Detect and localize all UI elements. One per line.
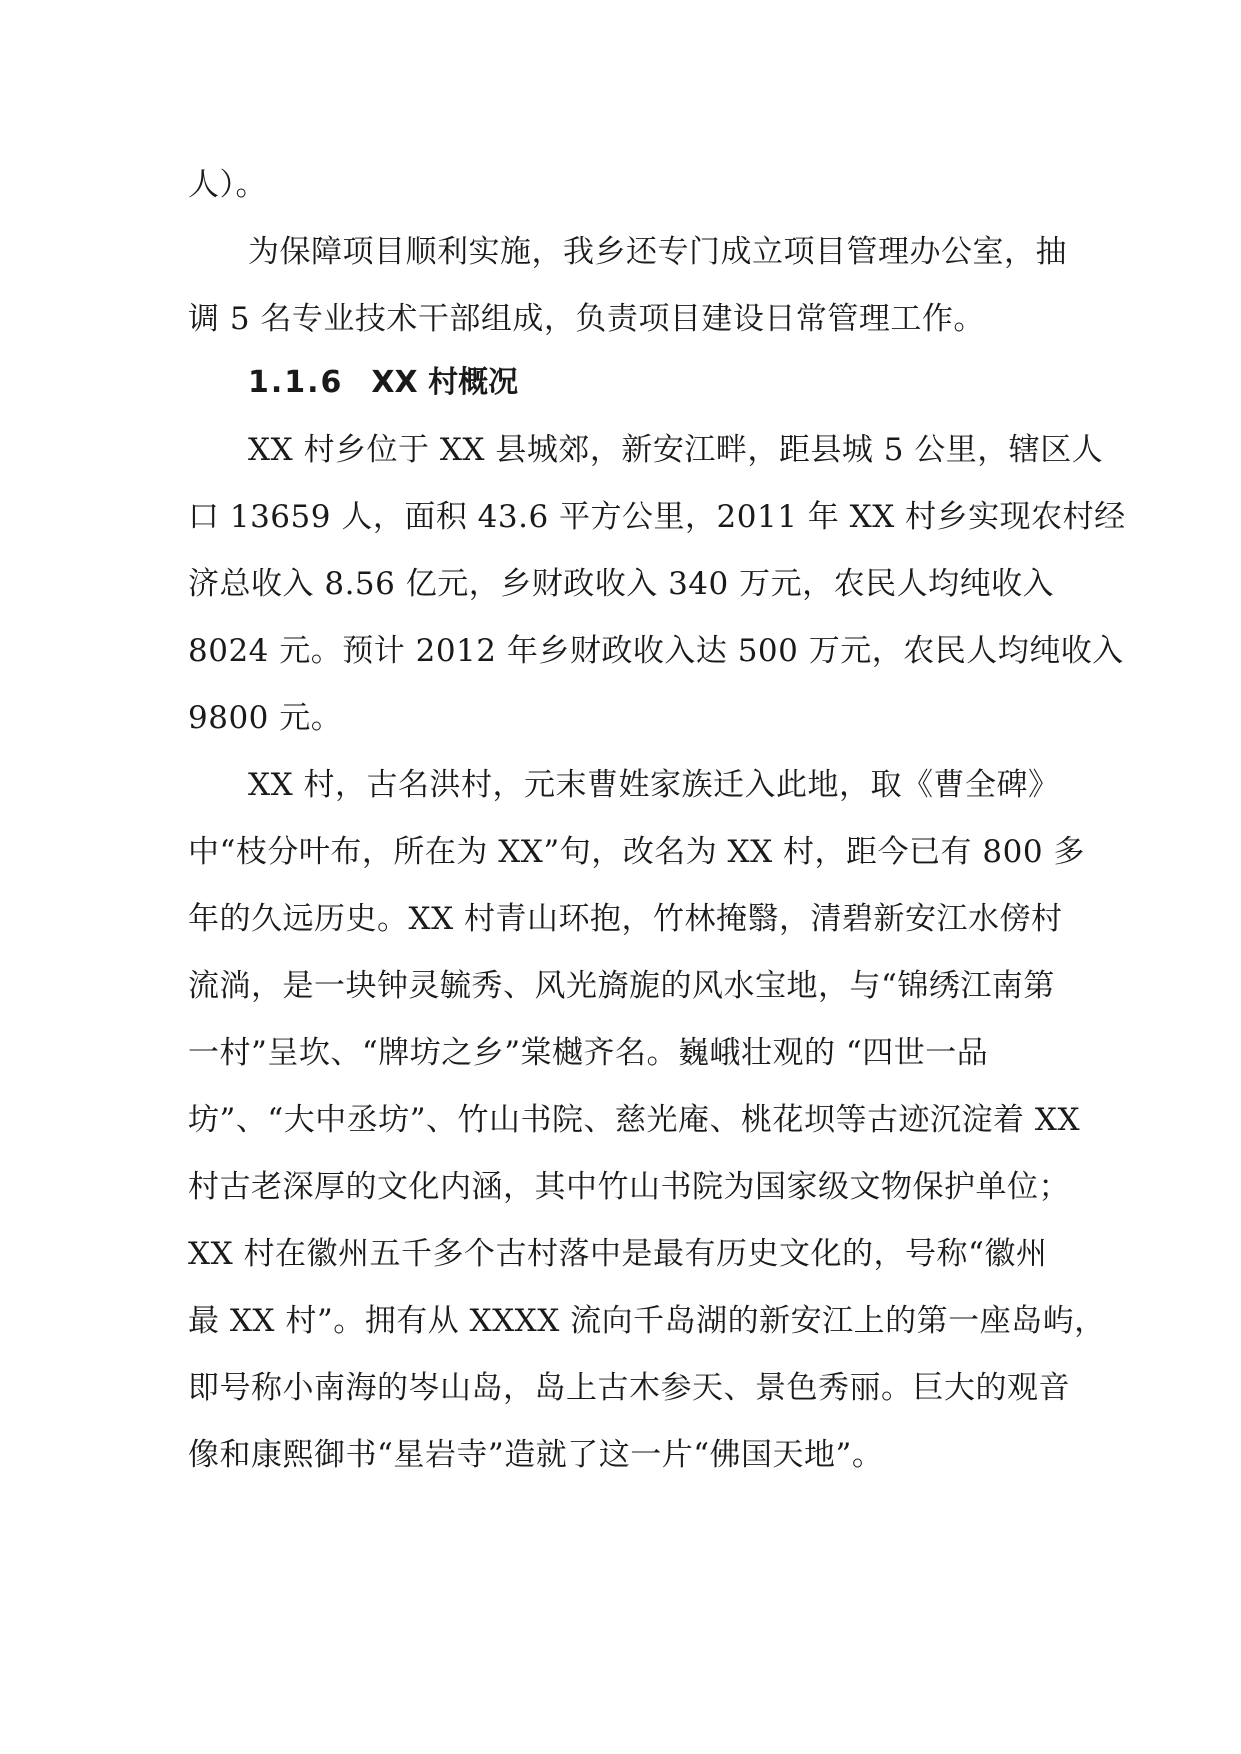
section-number: 1.1.6: [248, 365, 344, 400]
section-heading: [248, 363, 518, 403]
history-line-2: 中“枝分叶布，所在为 XX”句，改名为 XX 村，距今已有 800 多: [188, 834, 1085, 870]
history-line-11: 像和康熙御书“星岩寺”造就了这一片“佛国天地”。: [188, 1437, 884, 1473]
history-line-6: 坊”、“大中丞坊”、竹山书院、慈光庵、桃花坝等古迹沉淀着 XX: [188, 1102, 1081, 1138]
history-line-1: XX 村，古名洪村，元末曹姓家族迁入此地，取《曹全碑》: [248, 767, 1060, 803]
overview-line-5: 9800 元。: [188, 700, 343, 736]
history-line-7: 村古老深厚的文化内涵，其中竹山书院为国家级文物保护单位；: [188, 1169, 1070, 1205]
overview-line-1: XX 村乡位于 XX 县城郊，新安江畔，距县城 5 公里，辖区人: [248, 432, 1104, 468]
intro-line-1: 人）。: [188, 167, 267, 203]
overview-line-3: 济总收入 8.56 亿元，乡财政收入 340 万元，农民人均纯收入: [188, 566, 1055, 602]
management-line-2: 调 5 名专业技术干部组成，负责项目建设日常管理工作。: [188, 301, 985, 337]
overview-line-4: 8024 元。预计 2012 年乡财政收入达 500 万元，农民人均纯收入: [188, 633, 1124, 669]
history-line-10: 即号称小南海的岑山岛，岛上古木参天、景色秀丽。巨大的观音: [188, 1370, 1070, 1406]
history-line-4: 流淌，是一块钟灵毓秀、风光旖旎的风水宝地，与“锦绣江南第: [188, 968, 1055, 1004]
history-line-9: 最 XX 村”。拥有从 XXXX 流向千岛湖的新安江上的第一座岛屿，: [188, 1303, 1106, 1339]
history-line-5: 一村”呈坎、“牌坊之乡”棠樾齐名。巍峨壮观的 “四世一品: [188, 1035, 989, 1071]
history-line-8: XX 村在徽州五千多个古村落中是最有历史文化的，号称“徽州: [188, 1236, 1048, 1272]
management-line-1: 为保障项目顺利实施，我乡还专门成立项目管理办公室，抽: [248, 234, 1067, 270]
overview-line-2: 口 13659 人，面积 43.6 平方公里，2011 年 XX 村乡实现农村经: [188, 499, 1126, 535]
section-title: XX 村概况: [371, 365, 519, 400]
history-line-3: 年的久远历史。XX 村青山环抱，竹林掩翳，清碧新安江水傍村: [188, 901, 1063, 937]
